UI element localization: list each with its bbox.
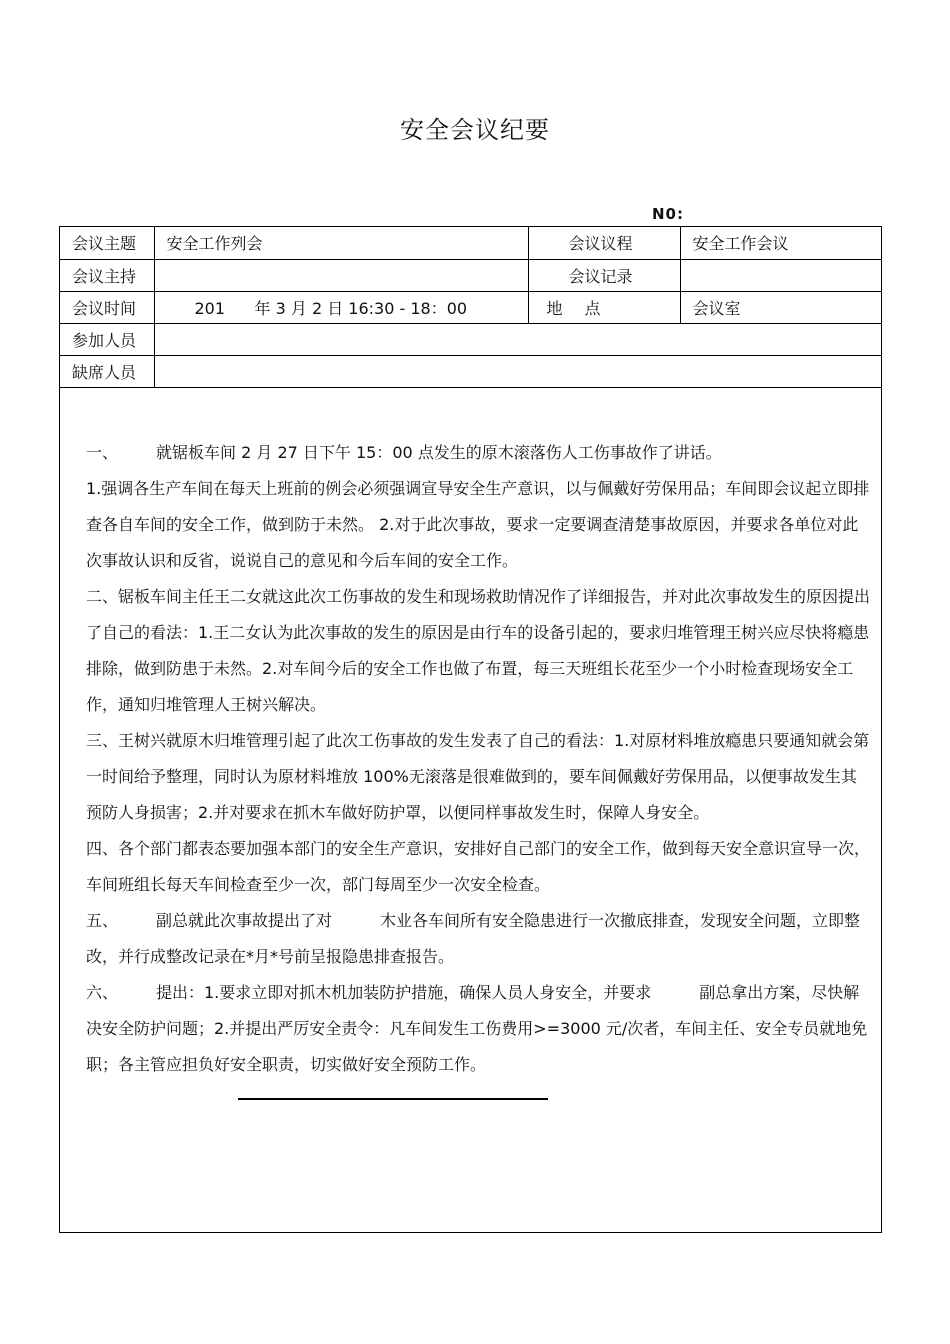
- time-value: [154, 291, 528, 323]
- recorder-label: 会议记录: [528, 259, 680, 291]
- paragraph-4: 三、王树兴就原木归堆管理引起了此次工伤事故的发生发表了自己的看法：1.对原材料堆放瘾患只要通知就会第一时间给予整理，同时认为原材料堆放 100%无滚落是很难做到的，要车间佩戴好劳保用品，以便事故发生其预防人身损害；2.并对要求在抓木车做好防护罩，以便同样事故发生时，保障人身安全。: [86, 731, 870, 822]
- document-title: 安全会议纪要: [400, 116, 550, 144]
- table-row: [60, 323, 882, 355]
- host-label: 会议主持: [60, 259, 154, 291]
- topic-value: 安全工作列会: [154, 227, 528, 259]
- agenda-value: 安全工作会议: [680, 227, 882, 259]
- time-detail: 年 3 月 2 日 16:30 - 18：00: [254, 298, 468, 318]
- paragraph-3: 二、锯板车间主任王二女就这此次工伤事故的发生和现场救助情况作了详细报告，并对此次事故发生的原因提出了自己的看法：1.王二女认为此次事故的发生的原因是由行车的设备引起的，要求归堆管理王树兴应尽快将瘾患排除，做到防患于未然。2.对车间今后的安全工作也做了布置，每三天班组长花至少一个小时检查现场安全工作，通知归堆管理人王树兴解决。: [86, 587, 871, 714]
- minutes-box: [59, 226, 882, 1233]
- paragraph-1: 一、 就锯板车间 2 月 27 日下午 15：00 点发生的原木滚落伤人工伤事故作了讲话。: [86, 443, 722, 462]
- number-label: N0:: [652, 205, 684, 223]
- absent-label: 缺席人员: [60, 355, 154, 387]
- attendees-value: [154, 323, 882, 355]
- paragraph-2: 1.强调各生产车间在每天上班前的例会必须强调宣导安全生产意识，以与佩戴好劳保用品；车间即会议起立即排查各自车间的安全工作，做到防于未然。 2.对于此次事故，要求一定要调查清楚事故原因，并要求各单位对此次事故认识和反省，说说自己的意见和今后车间的安全工作。: [86, 479, 870, 570]
- minutes-content: [86, 435, 872, 1083]
- table-row: [60, 227, 882, 259]
- host-value: [154, 259, 528, 291]
- agenda-label: 会议议程: [528, 227, 680, 259]
- location-value: 会议室: [680, 291, 882, 323]
- location-label: 地 点: [528, 291, 680, 323]
- signature-line: [238, 1098, 548, 1100]
- table-row: [60, 355, 882, 387]
- topic-label: 会议主题: [60, 227, 154, 259]
- paragraph-7: 六、 提出：1.要求立即对抓木机加装防护措施，确保人员人身安全，并要求 副总拿出方案，尽快解决安全防护问题；2.并提出严厉安全责令：凡车间发生工伤费用>=3000 元/次者，车间主任、安全专员就地免职；各主管应担负好安全职责，切实做好安全预防工作。: [86, 983, 868, 1074]
- time-label: 会议时间: [60, 291, 154, 323]
- table-row: [60, 291, 882, 323]
- paragraph-6: 五、 副总就此次事故提出了对 木业各车间所有安全隐患进行一次撤底排查，发现安全问题，立即整改，并行成整改记录在*月*号前呈报隐患排查报告。: [86, 911, 861, 966]
- absent-value: [154, 355, 882, 387]
- paragraph-5: 四、各个部门都表态要加强本部门的安全生产意识，安排好自己部门的安全工作，做到每天安全意识宣导一次，车间班组长每天车间检查至少一次，部门每周至少一次安全检查。: [86, 839, 871, 894]
- meeting-info-table: [60, 227, 882, 388]
- table-row: [60, 259, 882, 291]
- recorder-value: [680, 259, 882, 291]
- time-year: 201: [194, 298, 226, 318]
- attendees-label: 参加人员: [60, 323, 154, 355]
